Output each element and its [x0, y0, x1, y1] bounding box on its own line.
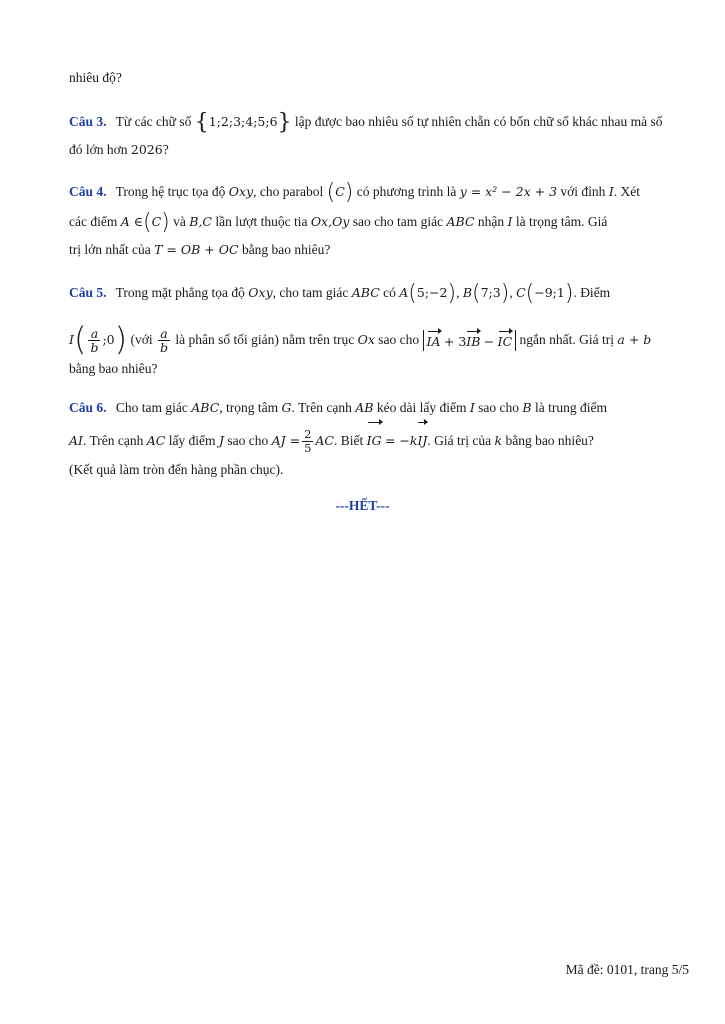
question-4-line-2: các điểm A ∈(C) và B,C lần lượt thuộc tia Ox,Oy sao cho tam giác ABC nhận I là trọng tâm. Giá: [69, 210, 608, 235]
question-5-line-3: bằng bao nhiêu?: [69, 361, 158, 376]
question-3-label: Câu 3.: [69, 114, 107, 129]
vector-magnitude: IA + 3IB − IC: [423, 330, 517, 351]
page-footer: Mã đề: 0101, trang 5/5: [565, 962, 689, 977]
question-5-label: Câu 5.: [69, 285, 107, 300]
digit-set: 1;2;3;4;5;6: [208, 114, 278, 129]
end-marker: ---HẾT---: [335, 498, 390, 513]
parabol-equation: y = x² − 2x + 3: [459, 184, 558, 199]
question-6-line-2: AI. Trên cạnh AC lấy điểm J sao cho AJ = $\frac{2}{5}$ AC. Biết IG = −kIJ. Giá trị của k bằng bao nhiêu?: [69, 424, 685, 458]
question-4-label: Câu 4.: [69, 184, 107, 199]
question-4-line-3: trị lớn nhất của T = OB + OC bằng bao nhiêu?: [69, 242, 331, 257]
text-fragment: nhiêu độ?: [69, 70, 122, 85]
question-6-label: Câu 6.: [69, 400, 107, 415]
question-3-line-2: đó lớn hơn 2026?: [69, 142, 169, 157]
question-6-line-1: Câu 6. Cho tam giác ABC, trọng tâm G. Trên cạnh AB kéo dài lấy điểm I sao cho B là trung điểm: [69, 400, 607, 415]
question-3-line-1: Câu 3. Từ các chữ số {1;2;3;4;5;6} lập được bao nhiêu số tự nhiên chẵn có bốn chữ số khác nhau mà số: [69, 110, 663, 135]
question-4-line-1: Câu 4. Trong hệ trục tọa độ Oxy, cho parabol (C) có phương trình là y = x² − 2x + 3 với đỉnh I. Xét: [69, 180, 641, 205]
question-5-line-2: I( $\frac{a}{b}$ ;0) (với $\frac{a}{b}$ là phân số tối giản) nằm trên trục Ox sao cho IA + 3IB − IC ngắn nhất. Giá trị a + b: [69, 320, 652, 358]
question-6-line-3: (Kết quả làm tròn đến hàng phần chục).: [69, 462, 284, 477]
question-5-line-1: Câu 5. Trong mặt phẳng tọa độ Oxy, cho tam giác ABC có A(5;−2), B(7;3), C(−9;1). Điểm: [69, 281, 611, 306]
